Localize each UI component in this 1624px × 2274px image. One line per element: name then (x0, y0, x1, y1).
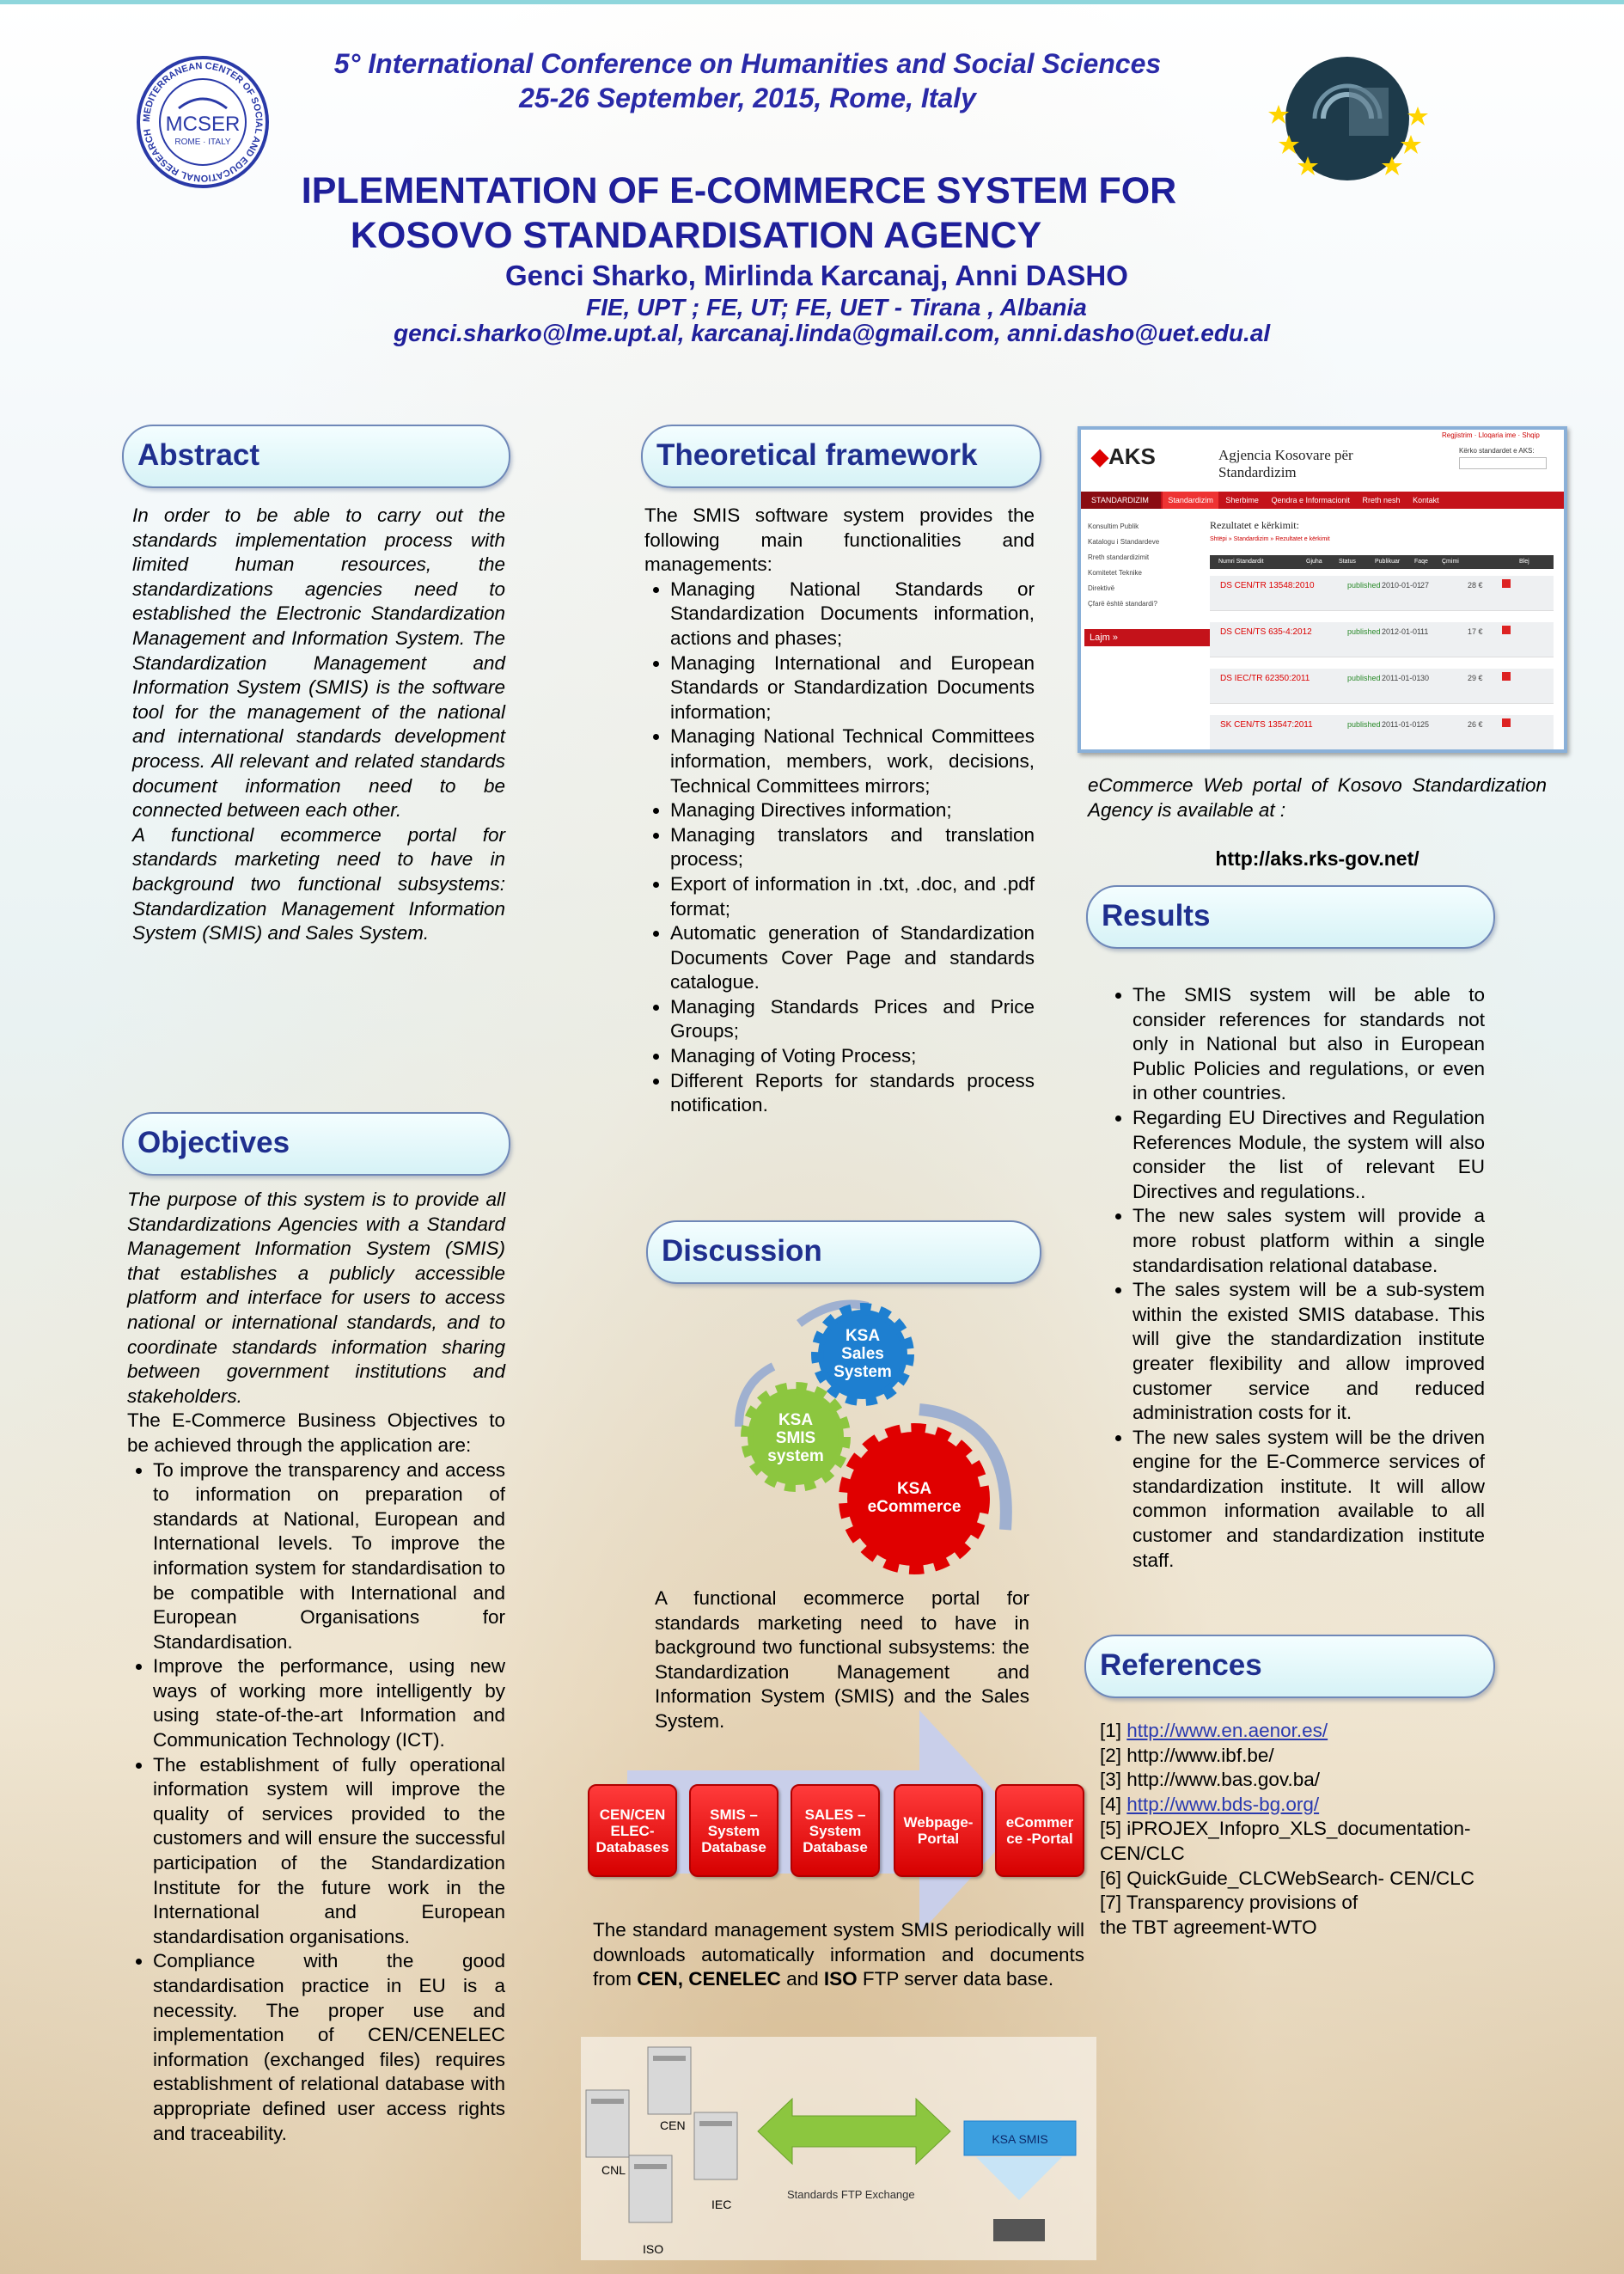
cart-icon[interactable] (1502, 579, 1511, 588)
server-icon (629, 2155, 672, 2222)
discussion-paragraph-2 (593, 1918, 1084, 1992)
gear-smis-line: SMIS (775, 1429, 816, 1447)
poster-title-line1: IPLEMENTATION OF E-COMMERCE SYSTEM FOR (301, 170, 1177, 211)
server-icon (648, 2047, 691, 2114)
gear-smis-line: system (767, 1447, 824, 1465)
cart-icon[interactable] (1502, 626, 1511, 634)
poster-title-line2: KOSOVO STANDARDISATION AGENCY (350, 215, 1042, 256)
gear-sales-label (828, 1327, 897, 1381)
results-heading-box (1086, 885, 1495, 949)
portal-row-status: published (1347, 720, 1381, 729)
portal-row-status: published (1347, 674, 1381, 682)
conference-name: 5° International Conference on Humanities and Social Sciences (333, 48, 1162, 79)
process-step: Webpage- Portal (894, 1784, 983, 1877)
references-heading-box (1084, 1635, 1495, 1698)
theory-intro: The SMIS software system provides the following main functionalities and managements: (644, 504, 1035, 576)
authors: Genci Sharko, Mirlinda Karcanaj, Anni DASHO (505, 260, 1128, 291)
reference-item: [3] http://www.bas.gov.ba/ (1100, 1769, 1320, 1791)
gear-sales-line: System (833, 1363, 892, 1381)
portal-side-item[interactable]: Çfarë është standardi? (1088, 600, 1157, 608)
portal-row-pages: 27 (1420, 581, 1430, 590)
gear-ecommerce-line: eCommerce (867, 1498, 962, 1516)
p2-cenelec: CENELEC (688, 1968, 781, 1990)
portal-row-date: 2010-01-01 (1382, 581, 1422, 590)
server-icon (586, 2090, 629, 2157)
portal-row-code[interactable]: DS CEN/TS 635-4:2012 (1220, 627, 1312, 637)
portal-sidebar (1088, 519, 1200, 612)
portal-search-input[interactable] (1459, 457, 1547, 469)
results-heading: Results (1102, 899, 1211, 932)
portal-row-date: 2011-01-01 (1382, 720, 1421, 729)
portal-row-date: 2011-01-01 (1382, 674, 1421, 682)
theory-item: • Managing International and European Standards or Standardization Documents information; (670, 651, 1035, 725)
cart-icon[interactable] (1502, 672, 1511, 681)
objective-item: • Improve the performance, using new ways of working more intelligently by using state-of-the-art Information and Communication Technology (ICT). (153, 1654, 505, 1752)
portal-nav-item[interactable]: Rreth nesh (1362, 496, 1401, 504)
portal-caption: eCommerce Web portal of Kosovo Standardization Agency is available at : (1088, 774, 1547, 821)
portal-top-links: Regjistrim · Lloqaria ime · Shqip (1442, 431, 1540, 439)
portal-row-price: 26 € (1468, 720, 1483, 729)
portal-row-date: 2012-01-01 (1382, 627, 1422, 636)
logo-text: MCSER (165, 113, 241, 136)
objective-item: • The establishment of fully operational information system will improve the quality of services provided to the customers and will ensure the successful participation of the Standardization Institute for the future work in the International and European standardisation organisations. (153, 1753, 505, 1950)
portal-screenshot (1078, 426, 1567, 753)
portal-column: Status (1339, 559, 1356, 565)
portal-column: Blej (1519, 559, 1529, 565)
gear-sales-line: Sales (841, 1345, 884, 1363)
portal-side-item[interactable]: Rreth standardizimit (1088, 553, 1150, 561)
portal-top-link[interactable]: Shqip (1522, 431, 1540, 439)
portal-nav-item[interactable]: Qendra e Informacionit (1271, 496, 1350, 504)
objectives-heading: Objectives (137, 1126, 290, 1159)
objectives-paragraph-2: The E-Commerce Business Objectives to be achieved through the application are: (127, 1409, 505, 1456)
portal-nav-item[interactable]: Standardizim (1163, 492, 1218, 509)
results-body (1107, 983, 1485, 1573)
database-icon (993, 2219, 1045, 2241)
portal-side-item[interactable]: Katalogu i Standardeve (1088, 538, 1160, 546)
theory-item: • Managing National Standards or Standardization Documents information, actions and phases; (670, 578, 1035, 651)
process-step: SMIS – System Database (689, 1784, 778, 1877)
references-list (1100, 1719, 1512, 1940)
p2-text-end: FTP server data base. (857, 1968, 1054, 1990)
theory-heading: Theoretical framework (656, 438, 978, 472)
objective-item: • To improve the transparency and access to information on preparation of standards at National, European and International levels. To improve the information system for standardisation to be compatible with International and European Organisations for Standardisation. (153, 1458, 505, 1655)
ftp-arrow-label: Standards FTP Exchange (787, 2188, 915, 2201)
ftp-exchange-diagram (581, 2037, 1096, 2260)
portal-row-pages: 30 (1420, 674, 1430, 682)
portal-row-status: published (1347, 627, 1381, 636)
server-label: CEN (660, 2118, 686, 2132)
theory-item: • Export of information in .txt, .doc, and .pdf format; (670, 872, 1035, 921)
portal-row-code[interactable]: SK CEN/TS 13547:2011 (1220, 720, 1313, 730)
portal-result-row[interactable] (1210, 715, 1554, 750)
discussion-paragraph-1: A functional ecommerce portal for standards marketing need to have in background two functional subsystems: the Standardization Management and Information System (SMIS) and the Sales System. (655, 1587, 1029, 1732)
portal-breadcrumb: Shtëpi » Standardizim » Rezultatet e kërkimit (1210, 536, 1330, 542)
portal-side-item[interactable]: Direktivë (1088, 584, 1115, 592)
objective-item: • Compliance with the good standardisation practice in EU is a necessity. The proper use and implementation of CEN/CENELEC information (exchanged files) requires establishment of relational database with appropriate defined user access rights and traceability. (153, 1949, 505, 2146)
references-heading: References (1100, 1648, 1262, 1682)
reference-number: [4] (1100, 1793, 1127, 1815)
portal-row-price: 29 € (1468, 674, 1483, 682)
portal-nav-bar (1081, 492, 1564, 509)
abstract-paragraph-2: A functional ecommerce portal for standards marketing need to have in background two functional subsystems: Standardization Management Information System (SMIS) and Sales System. (132, 823, 505, 944)
reference-link[interactable]: http://www.en.aenor.es/ (1126, 1720, 1328, 1741)
gear-ecommerce-label (863, 1480, 966, 1516)
p2-and: and (780, 1968, 824, 1990)
portal-side-item[interactable]: Komitetet Teknike (1088, 569, 1142, 577)
portal-side-item[interactable]: Konsultim Publik (1088, 523, 1139, 530)
abstract-heading-box (122, 425, 510, 488)
theory-heading-box (641, 425, 1041, 488)
theory-item: • Different Reports for standards process notification. (670, 1069, 1035, 1118)
portal-result-row[interactable] (1210, 669, 1554, 704)
eu-globe-logo (1263, 53, 1435, 182)
portal-result-row[interactable] (1210, 576, 1554, 611)
portal-logo: ◆AKS (1091, 443, 1156, 469)
reference-item (1100, 1719, 1512, 1744)
theory-item: • Managing of Voting Process; (670, 1044, 1035, 1069)
top-accent-bar (0, 0, 1624, 4)
portal-result-row[interactable] (1210, 622, 1554, 657)
portal-column: Numri Standardit (1218, 559, 1264, 565)
gear-sales-line: KSA (845, 1327, 881, 1345)
portal-top-link[interactable]: Lloqaria ime (1478, 431, 1517, 439)
objectives-heading-box (122, 1112, 510, 1176)
result-item: • The new sales system will be the driven engine for the E-Commerce services of standardization institute. It will allow common information available to all customer and standardization institute staff. (1133, 1426, 1485, 1574)
portal-row-code[interactable]: DS IEC/TR 62350:2011 (1220, 674, 1310, 683)
p2-cen: CEN, (637, 1968, 684, 1990)
abstract-body (132, 504, 505, 946)
affiliations: FIE, UPT ; FE, UT; FE, UET - Tirana , Albania (586, 294, 1087, 321)
p2-text: The standard management system SMIS periodically will downloads automatically information and documents from (593, 1919, 1084, 1990)
author-emails: genci.sharko@lme.upt.al, karcanaj.linda@gmail.com, anni.dasho@uet.edu.al (394, 320, 1271, 346)
portal-row-status: published (1347, 581, 1381, 590)
portal-top-link[interactable]: Regjistrim (1442, 431, 1473, 439)
portal-row-code[interactable]: DS CEN/TR 13548:2010 (1220, 581, 1315, 590)
theory-item: • Managing National Technical Committees information, members, work, decisions, Technical Committees mirrors; (670, 724, 1035, 798)
ksa-smis-label: KSA SMIS (992, 2132, 1048, 2146)
server-label: CNL (601, 2163, 626, 2177)
portal-column: Çmimi (1442, 559, 1459, 565)
theory-item: • Managing translators and translation process; (670, 823, 1035, 872)
portal-agency-name: Agjencia Kosovare për Standardizim (1218, 447, 1353, 480)
portal-results-heading: Rezultatet e kërkimit: (1210, 519, 1299, 531)
portal-nav-item[interactable]: Sherbime (1225, 496, 1259, 504)
abstract-heading: Abstract (137, 438, 259, 472)
conference-date: 25-26 September, 2015, Rome, Italy (519, 83, 976, 113)
portal-row-price: 28 € (1468, 581, 1483, 590)
process-step: eCommer ce -Portal (995, 1784, 1084, 1877)
server-label: IEC (711, 2198, 732, 2211)
gear-ecommerce-line: KSA (896, 1480, 932, 1498)
reference-number: [1] (1100, 1720, 1127, 1741)
gear-smis-label (761, 1411, 830, 1465)
logo-ring-text: MEDITERRANEAN CENTER OF SOCIAL AND EDUCATIONAL RESEARCH (141, 60, 265, 184)
objectives-body (127, 1188, 505, 2146)
portal-nav-item[interactable]: STANDARDIZIM (1081, 492, 1161, 509)
reference-item: [2] http://www.ibf.be/ (1100, 1744, 1274, 1766)
portal-news-heading: Lajm » (1084, 629, 1210, 646)
theory-item: • Automatic generation of Standardization Documents Cover Page and standards catalogue. (670, 921, 1035, 995)
portal-column: Gjuha (1306, 559, 1322, 565)
discussion-heading-box (646, 1220, 1041, 1284)
portal-search-label: Kërko standardet e AKS: (1459, 447, 1535, 455)
portal-column: Publikuar (1375, 559, 1401, 565)
server-icon (694, 2112, 737, 2179)
portal-row-pages: 25 (1420, 720, 1430, 729)
reference-item: [5] iPROJEX_Infopro_XLS_documentation-CEN/CLC (1100, 1818, 1471, 1864)
portal-nav-item[interactable]: Kontakt (1413, 496, 1439, 504)
portal-logo-text: AKS (1108, 443, 1156, 469)
cart-icon[interactable] (1502, 718, 1511, 727)
result-item: • Regarding EU Directives and Regulation References Module, the system will also consider the list of relevant EU Directives and regulations.. (1133, 1106, 1485, 1204)
logo-subtext: ROME · ITALY (174, 138, 231, 147)
process-step: SALES – System Database (791, 1784, 880, 1877)
result-item: • The sales system will be a sub-system within the existed SMIS database. This will give the standardization institute greater flexibility and allow improved customer service and reduced administration costs for it. (1133, 1278, 1485, 1426)
result-item: • The new sales system will provide a more robust platform within a single standardisation relational database. (1133, 1204, 1485, 1278)
theory-item: • Managing Directives information; (670, 798, 1035, 823)
reference-link[interactable]: http://www.bds-bg.org/ (1126, 1793, 1320, 1815)
server-label: ISO (643, 2242, 664, 2256)
objectives-paragraph-1: The purpose of this system is to provide all Standardizations Agencies with a Standard Management Information System (SMIS) that establishes a publicly accessible platform and interface for users to access national or international standards, and to coordinate standards information sharing between government institutions and stakeholders. (127, 1189, 505, 1407)
result-item: • The SMIS system will be able to consider references for standards not only in National but also in European Public Policies and regulations, or even in other countries. (1133, 983, 1485, 1106)
portal-url[interactable]: http://aks.rks-gov.net/ (1215, 847, 1419, 870)
process-step: CEN/CEN ELEC- Databases (588, 1784, 677, 1877)
reference-item: the TBT agreement-WTO (1100, 1916, 1317, 1938)
theory-body (644, 504, 1035, 1118)
portal-table-header (1210, 555, 1554, 569)
portal-row-pages: 11 (1420, 627, 1429, 636)
gear-smis-line: KSA (778, 1411, 814, 1429)
abstract-paragraph-1: In order to be able to carry out the standards implementation process with limited human resources, the standardizations agencies need to established the Electronic Standardization Management and Information System. The Standardization Management and Information System (SMIS) is the software tool for the management of the national and international standards development process. All relevant and related standards document information need to be connected between each other. (132, 504, 505, 822)
theory-item: • Managing Standards Prices and Price Groups; (670, 995, 1035, 1044)
discussion-heading: Discussion (662, 1234, 822, 1268)
reference-item: [7] Transparency provisions of (1100, 1892, 1358, 1914)
reference-item (1100, 1793, 1512, 1818)
reference-item: [6] QuickGuide_CLCWebSearch- CEN/CLC (1100, 1867, 1475, 1889)
portal-row-price: 17 € (1468, 627, 1483, 636)
portal-column: Faqe (1414, 559, 1428, 565)
p2-iso: ISO (823, 1968, 858, 1990)
